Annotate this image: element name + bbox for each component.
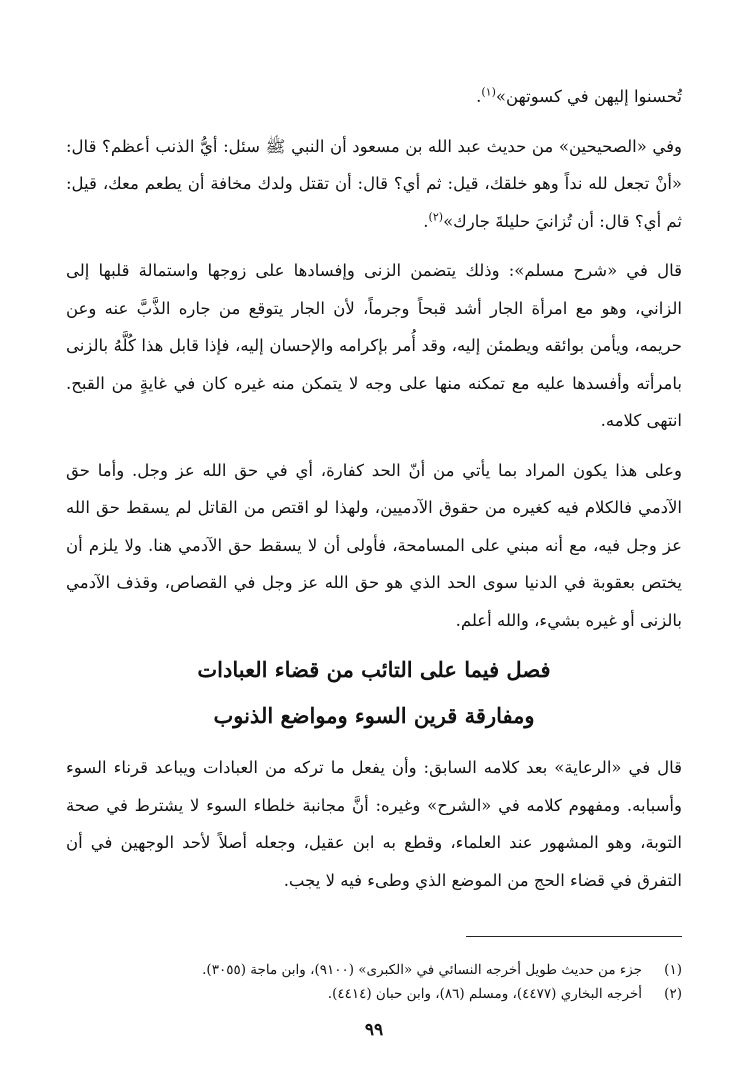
footnote-number: (٢) (664, 986, 682, 1002)
footnote-2 (66, 982, 682, 1006)
footnote-text: أخرجه البخاري (٤٤٧٧)، ومسلم (٨٦)، وابن حبان (٤٤١٤). (327, 986, 642, 1002)
footnote-ref: (٢) (428, 210, 444, 223)
section-heading (66, 647, 682, 739)
footnotes (66, 958, 682, 1006)
section-heading-line-1: فصل فيما على التائب من قضاء العبادات (197, 657, 551, 682)
paragraph-hadith: وفي «الصحيحين» من حديث عبد الله بن مسعود أن النبي ﷺ سئل: أيُّ الذنب أعظم؟ قال: «أنْ تجعل لله نداً وهو خلقك، قيل: ثم أي؟ قال: أن تقتل ولدك مخافة أن يطعم معك، قيل: ثم أي؟ قال: أن تُزانيَ حليلةَ جارك»$^{(٢)}$. (66, 136, 682, 231)
paragraph-sharh-muslim: قال في «شرح مسلم»: وذلك يتضمن الزنى وإفسادها على زوجها واستمالة قلبها إلى الزاني، وهو مع امرأة الجار أشد قبحاً وجرماً، لأن الجار يتوقع من جاره الذَّبَّ عنه وعن حريمه، ويأمن بوائقه ويطمئن إليه، وقد أُمر بإكرامه والإحسان إليه، فإذا قابل هذا كُلَّهُ بالزنى بامرأته وأفسدها عليه مع تمكنه منها على وجه لا يتمكن منه غيره كان في غايةٍ من القبح. انتهى كلامه. (66, 261, 682, 430)
paragraph-riaya: قال في «الرعاية» بعد كلامه السابق: وأن يفعل ما تركه من العبادات ويباعد قرناء السوء وأسبابه. ومفهوم كلامه في «الشرح» وغيره: أنَّ مجانبة خلطاء السوء لا يشترط في صحة التوبة، وهو المشهور عند العلماء، وقطع به ابن عقيل، وجعله أصلاً لأحد الوجهين في أن التفرق في قضاء الحج من الموضع الذي وطىء فيه لا يجب. (66, 758, 682, 890)
body-text (66, 78, 682, 899)
footnote-1 (66, 958, 682, 982)
paragraph-hadd-kaffara: وعلى هذا يكون المراد بما يأتي من أنّ الحد كفارة، أي في حق الله عز وجل. وأما حق الآدمي فالكلام فيه كغيره من حقوق الآدميين، ولهذا لو اقتص من القاتل لم يسقط حق الله عز وجل فيه، مع أنه مبني على المسامحة، فأولى أن لا يسقط حق الآدمي هنا. ولا يلزم أن يختص بعقوبة في الدنيا سوى الحد الذي هو حق الله عز وجل في القصاص، وقذف الآدمي بالزنى أو غيره بشيء، والله أعلم. (66, 460, 682, 630)
footnote-text: جزء من حديث طويل أخرجه النسائي في «الكبرى» (٩١٠٠)، وابن ماجة (٣٠٥٥). (202, 962, 642, 978)
footnote-divider (466, 936, 682, 937)
section-heading-line-2: ومفارقة قرين السوء ومواضع الذنوب (213, 703, 535, 728)
footnote-number: (١) (664, 962, 682, 978)
footnote-ref: (١) (481, 85, 496, 99)
paragraph-continuation: تُحسنوا إليهن في كسوتهن»$^{(١)}$. (476, 85, 682, 106)
page-number: ٩٩ (364, 1020, 384, 1040)
